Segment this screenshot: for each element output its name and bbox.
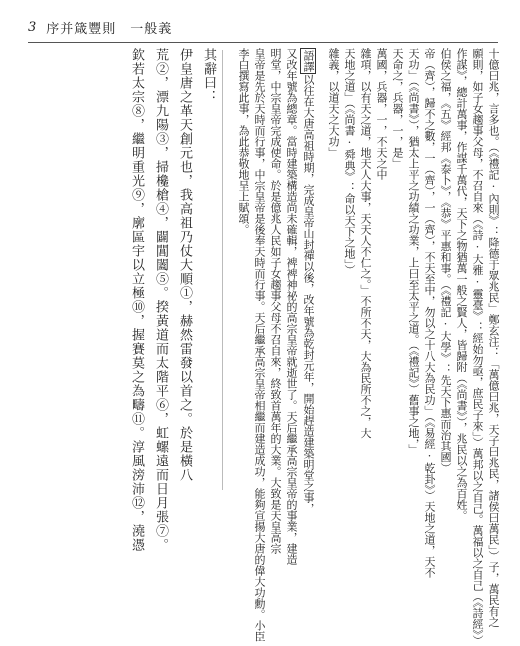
note-column: 伯侯之福，《五》經邦《泰卜》，《恭》平惠和事。（《禮記·大學》：先天下惠而治其國） [439, 48, 452, 474]
translation-column: 又改年號為總章。當時建築構造尚未確輯，裨裨神祕的高宗皇帝就逝世了。天后繼承高宗皇帝的事業，建造 [285, 48, 298, 565]
translation-column-1 [300, 48, 316, 514]
note-column: 作謀》，總計萬事，作謀千萬代，天下之物猶萬一般之賢人，皆歸附（《尚書》），兆民以之為百姓。 [455, 48, 468, 521]
verse-column: 伊皇唐之革天創元也，我高祖乃仗大順①，赫然雷發以首之。於是橫八 [177, 48, 192, 482]
translation-text: 以往在大唐高祖時期，完成皇帝山封禪以後，改年號為乾封元年，開始趕造建築明堂之事， [302, 74, 315, 514]
verse-column: 欽若太宗⑧，繼明重光⑨，廓區宇以立極⑩，握賽莫之為疇⑪。淳風滂沛⑫，澆憑 [129, 48, 144, 552]
note-column: 天地之道」（《尚書·舜典》：命以天下之地」） [343, 48, 356, 276]
translation-column: 明堂，中宗皇帝完成使命。於是億兆人民如子女趨事父母不召自來，終致首萬年的大業。大致是天皇高宗 [269, 48, 282, 554]
note-column: 萬國，兵器，一，不天之中 [375, 48, 388, 180]
page-number: 3 [28, 19, 37, 35]
translation-column: 皇帝是先於天時而行事，中宗皇帝是後奉天時而行事。天后繼承高宗皇帝相繼而建造成功，能夠宣揚大唐的偉大功勳。小臣 [253, 48, 266, 642]
note-column: 雜項，以有天之道，地天人大事，天天人不仁之。」不所不天，大為民所不之，大 [359, 48, 372, 439]
translation-column: 李白撰寫此事，為此恭敬地呈上賦頌。 [237, 48, 250, 235]
note-column: 天命之，兵器，一，是」 [391, 48, 404, 169]
verse-column: 荒②，漂九陽③，掃欃槍④，闢閶闔⑤。揆黃道而太階平⑥，虹螺遠而日月張⑦。 [153, 48, 168, 552]
note-column: 帝（齊），歸不之數，一（齊），一（齊），不天至中，勿以之十八大為民功」（《易經·乾卦》）天地之道，天不 [423, 48, 436, 578]
note-column: 十億曰兆，言多也。（《禮記·內則》：降德于眾兆民」鄭玄注：「萬億曰兆，天子曰兆民，諸侯曰萬民」）子，萬民有之 [487, 48, 500, 628]
running-title: 序并箴豐則 一般義 [46, 21, 173, 37]
note-column: 雜義，以道天之大功」 [327, 48, 340, 158]
note-column: 願則，如子女趨事父母，不召自來（《詩·大雅·靈臺》：經始勿亟，庶民子來」）萬邦以之自己。萬福以之自己（《詩經》） [471, 48, 484, 646]
verse-title: 其辭曰： [201, 48, 216, 104]
translation-label: 語譯 [302, 50, 315, 72]
page-header [28, 16, 498, 38]
section-divider [222, 50, 223, 490]
note-column: 天功」（《尚書》），猶太上平之功績之功業，上曰至太平之道。（《禮記》）舊事之地，」 [407, 48, 420, 455]
header-rule [28, 42, 498, 43]
